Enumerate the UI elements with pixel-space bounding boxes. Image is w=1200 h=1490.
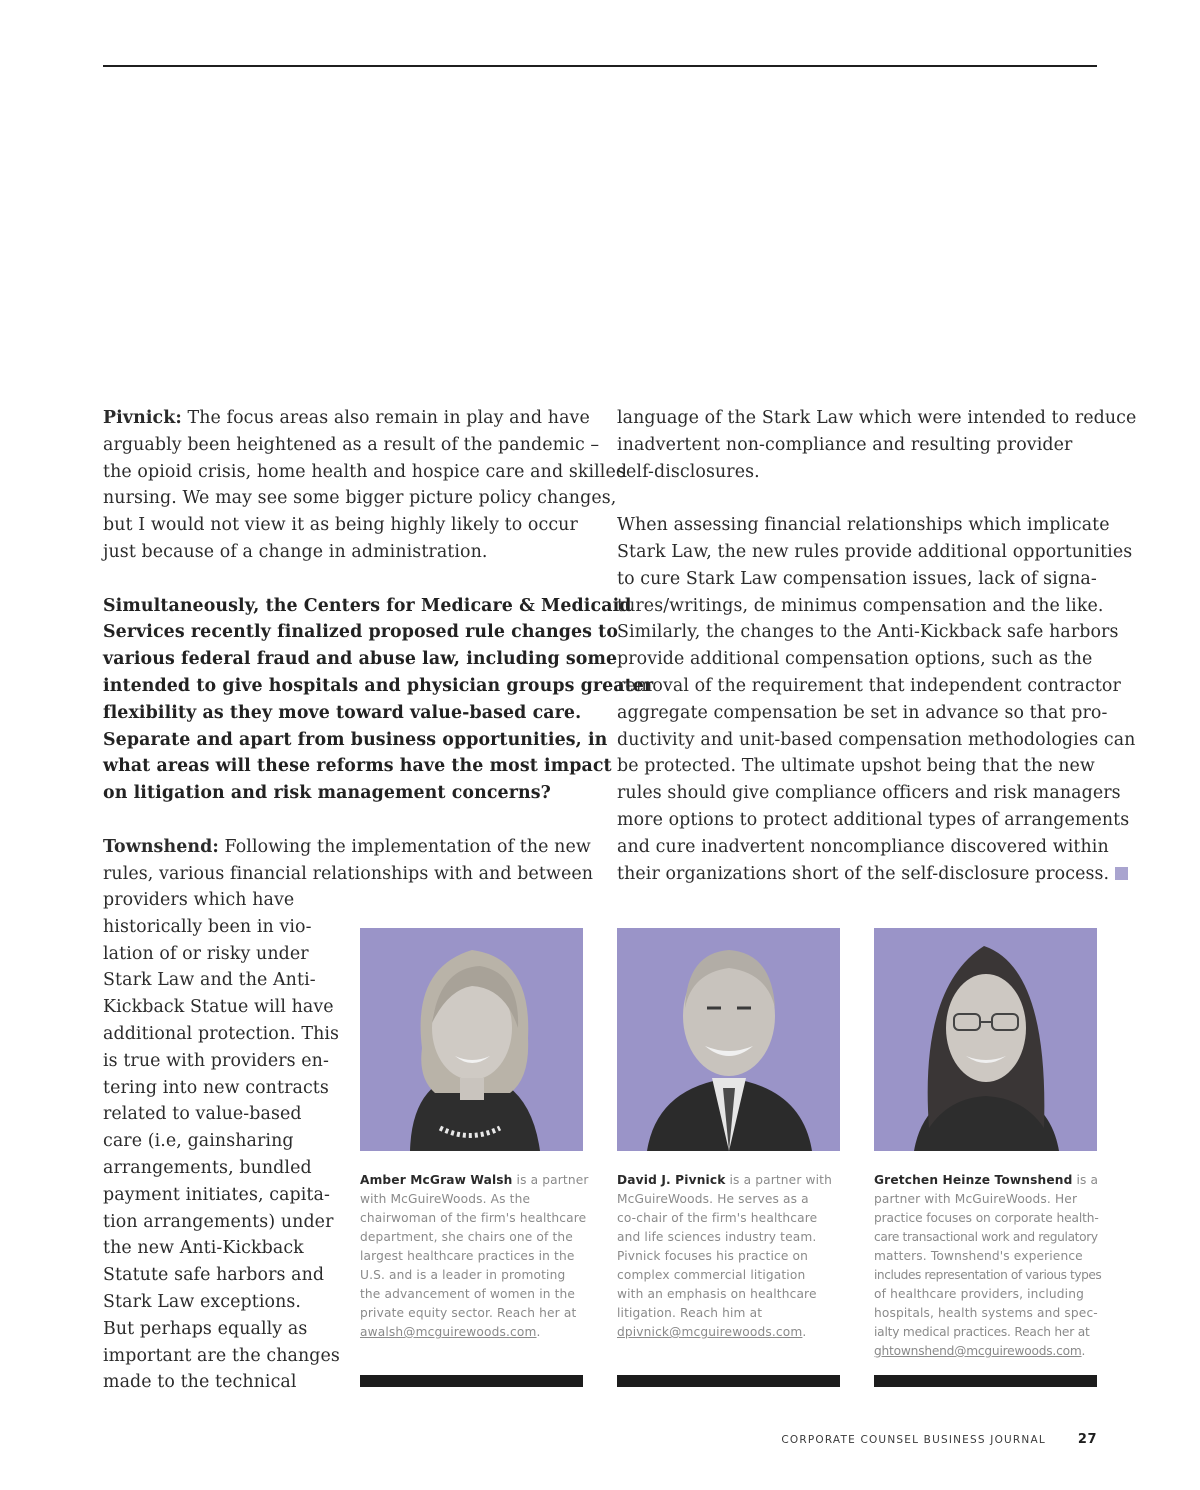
email-link[interactable]: dpivnick@mcguirewoods.com [617, 1325, 803, 1339]
speaker-label: Townshend: [103, 836, 219, 857]
speaker-label: Pivnick: [103, 408, 182, 428]
bio-name: Gretchen Heinze Townshend [874, 1173, 1073, 1187]
pivnick-answer: Pivnick: The focus areas also remain in play and have arguably been heightened as a result of the pandemic – the opioid crisis, home health and hospice care and skilled nursing. We may see some bigger picture policy changes, but I would not view it as being highly likely to occur just because of a change in administration. [103, 408, 628, 562]
top-rule [103, 65, 1097, 67]
bio-townshend [874, 928, 1102, 1361]
interview-question: Simultaneously, the Centers for Medicare & Medicaid Services recently finalized proposed rule changes to various federal fraud and abuse law, including some intended to give hospitals and physician groups greater flexibility as they move toward value-based care. Separate and apart from business opportunities, in what areas will these reforms have the most impact on litigation and risk management concerns? [103, 595, 654, 804]
bio-name: David J. Pivnick [617, 1173, 726, 1187]
woman-glasses-portrait-icon [874, 928, 1097, 1151]
bio-pivnick [617, 928, 840, 1342]
right-column [617, 405, 1137, 887]
email-link[interactable]: awalsh@mcguirewoods.com [360, 1325, 537, 1339]
bio-name: Amber McGraw Walsh [360, 1173, 513, 1187]
bio-bottom-bar [617, 1375, 840, 1387]
woman-portrait-icon [360, 928, 583, 1151]
man-portrait-icon [617, 928, 840, 1151]
bio-walsh [360, 928, 589, 1342]
page-footer [781, 1432, 1097, 1447]
townshend-answer-continued: providers which have historically been in vio- lation of or risky under Stark Law and the Anti- Kickback Statue will have additional protection. This is true with providers en- tering into new contracts related to value-based care (i.e, gainsharing arrangements, bundled payment initiates, capita- tion arrangements) under the new Anti-Kickback Statute safe harbors and Stark Law exceptions. But perhaps equally as important are the changes made to the technical [103, 890, 340, 1393]
headshot-photo [874, 928, 1097, 1151]
left-column [103, 405, 654, 887]
page-number: 27 [1077, 1432, 1097, 1447]
bio-text: Gretchen Heinze Townshend is a partner with McGuireWoods. Her practice focuses on corporate health- care transactional work and regulatory matters. Townshend's experience includes representation of various types of healthcare providers, including hospitals, health systems and spec- ialty medical practices. Reach her at ghtownshend@mcguirewoods.com. [874, 1173, 1102, 1358]
financial-relationships-paragraph: When assessing financial relationships which implicate Stark Law, the new rules provide additional opportunities to cure Stark Law compensation issues, lack of signa- tures/writings, de minimus compensation and the like. Similarly, the changes to the Anti-Kickback safe harbors provide additional compensation options, such as the removal of the requirement that independent contractor aggregate compensation be set in advance so that pro- ductivity and unit-based compensation methodologies can be protected. The ultimate upshot being that the new rules should give compliance officers and risk managers more options to protect additional types of arrangements and cure inadvertent noncompliance discovered within their organizations short of the self-disclosure process. [617, 515, 1136, 884]
townshend-answer: Townshend: Following the implementation of the new rules, various financial relationships with and between [103, 836, 594, 884]
bio-bottom-bar [360, 1375, 583, 1387]
bio-text: Amber McGraw Walsh is a partner with McGuireWoods. As the chairwoman of the firm's healthcare department, she chairs one of the largest healthcare practices in the U.S. and is a leader in promoting the advancement of women in the private equity sector. Reach her at awalsh@mcguirewoods.com. [360, 1173, 589, 1339]
technical-language-paragraph: language of the Stark Law which were intended to reduce inadvertent non-compliance and resulting provider self-disclosures. [617, 408, 1137, 482]
email-link[interactable]: ghtownshend@mcguirewoods.com [874, 1344, 1082, 1358]
end-of-article-mark [1115, 867, 1128, 880]
publication-title: CORPORATE COUNSEL BUSINESS JOURNAL [781, 1434, 1046, 1446]
headshot-photo [617, 928, 840, 1151]
bio-bottom-bar [874, 1375, 1097, 1387]
bio-text: David J. Pivnick is a partner with McGuireWoods. He serves as a co-chair of the firm's healthcare and life sciences industry team. Pivnick focuses his practice on complex commercial litigation with an emphasis on healthcare litigation. Reach him at dpivnick@mcguirewoods.com. [617, 1173, 832, 1339]
headshot-photo [360, 928, 583, 1151]
